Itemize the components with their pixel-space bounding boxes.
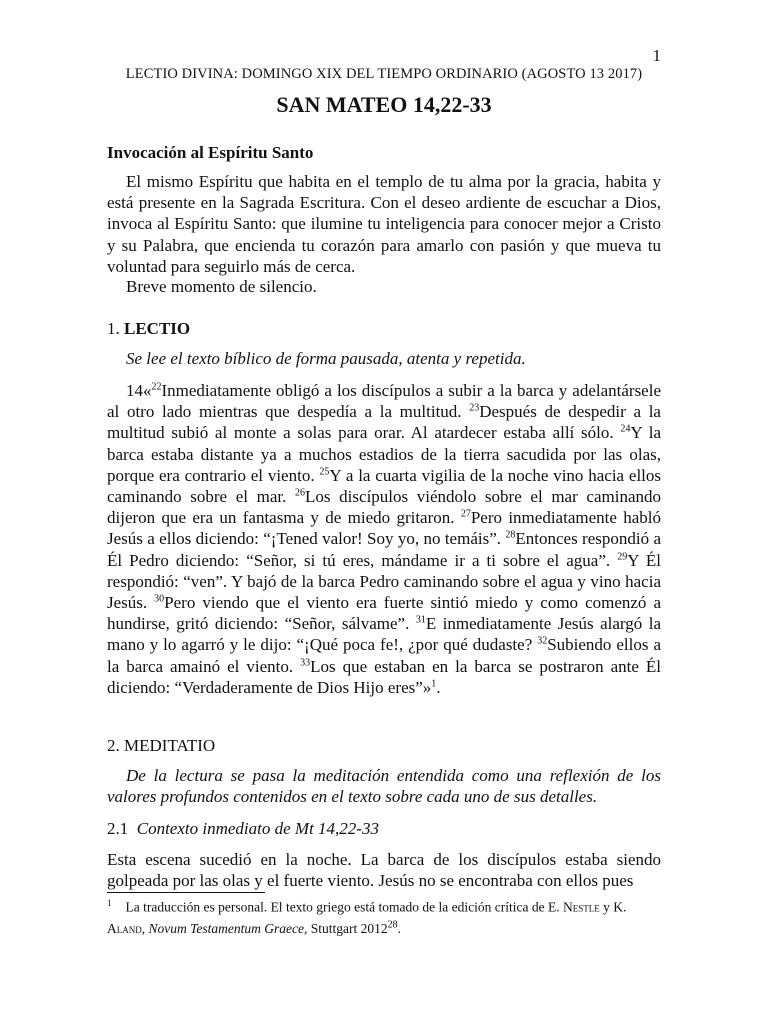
footnote-imprint: , Stuttgart 2012 [303, 920, 388, 936]
verse-number: 31 [415, 614, 426, 626]
meditatio-instruction: De la lectura se pasa la meditación entendida como una reflexión de los valores profundos contenidos en el texto sobre cada uno de sus detalles. [107, 766, 661, 807]
verse-text: E inmediatamente Jesús alargó la mano y lo agarró y le dijo: “¡Qué poca fe!, ¿por qué dudaste? [107, 614, 661, 655]
silence-note: Breve momento de silencio. [126, 277, 317, 296]
verse-text: Y la barca estaba distante ya a muchos estadios de la tierra sacudida por las olas, porque era contrario el viento. [107, 423, 661, 485]
verse-number: 22 [151, 381, 162, 393]
context-paragraph: Esta escena sucedió en la noche. La barca de los discípulos estaba siendo golpeada por las olas y el fuerte viento. Jesús no se encontraba con ellos pues [107, 850, 661, 891]
footnote-book: Novum Testamentum Graece [148, 920, 304, 936]
invocation-paragraph: El mismo Espíritu que habita en el templo de tu alma por la gracia, habita y está presente en la Sagrada Escritura. Con el deseo ardiente de escuchar a Dios, invoca al Espíritu Santo: que ilumine tu inteligencia para conocer mejor a Cristo y su Palabra, que encienda tu corazón para amarlo con pasión y que mueva tu voluntad para seguirlo más de cerca. [107, 172, 661, 276]
footnote-sep: , [141, 920, 149, 936]
passage-end: . [436, 677, 441, 697]
page-number: 1 [652, 46, 661, 65]
lectio-title: LECTIO [124, 319, 191, 338]
subsection-number: 2.1 [107, 819, 129, 838]
verse-number: 26 [295, 487, 306, 499]
chapter-marker: 14« [126, 381, 152, 400]
page-title: SAN MATEO 14,22-33 [276, 92, 492, 117]
invocation-heading: Invocación al Espíritu Santo [107, 143, 314, 162]
lectio-heading [107, 318, 661, 339]
subsection-heading [107, 818, 661, 839]
verse-number: 27 [460, 508, 471, 520]
verse-number: 28 [505, 529, 516, 541]
verse-text: Los discípulos viéndolo sobre el mar caminando dijeron que era un fantasma y de miedo gritaron. [107, 487, 661, 528]
verse-text: Pero inmediatamente habló Jesús a ellos diciendo: “¡Tened valor! Soy yo, no temáis”. [107, 508, 661, 549]
verse-text: Pero viendo que el viento era fuerte sintió miedo y como comenzó a hundirse, gritó diciendo: “Señor, sálvame”. [107, 593, 661, 634]
lectio-instruction: Se lee el texto bíblico de forma pausada, atenta y repetida. [126, 349, 526, 368]
footnote-mark: 1 [107, 898, 112, 908]
running-header: LECTIO DIVINA: DOMINGO XIX DEL TIEMPO ORDINARIO (AGOSTO 13 2017) [125, 66, 643, 82]
footnote [107, 893, 661, 939]
verse-text: Subiendo ellos a la barca amainó el viento. [107, 635, 661, 676]
verse-text: Y a la cuarta vigilia de la noche vino hacia ellos caminando sobre el mar. [107, 465, 662, 507]
footnote-text: La traducción es personal. El texto griego está tomado de la edición crítica de E. [125, 899, 563, 915]
verse-number: 33 [300, 656, 311, 668]
verse-text: Después de despedir a la multitud subió al monte a solas para orar. Al atardecer estaba allí sólo. [107, 402, 661, 443]
footnote-author-1: Nestle [562, 899, 600, 915]
verse-text: Los que estaban en la barca se postraron ante Él diciendo: “Verdaderamente de Dios Hijo eres”» [107, 656, 662, 697]
footnote-conj: y K. [599, 899, 627, 915]
verse-number: 24 [620, 423, 631, 435]
verse-number: 30 [154, 593, 165, 605]
footnote-edition: 28 [387, 919, 398, 930]
verse-number: 29 [617, 550, 628, 562]
meditatio-heading: 2. MEDITATIO [107, 736, 216, 755]
verse-number: 32 [537, 635, 548, 647]
bible-passage [107, 380, 661, 698]
verse-number: 25 [319, 466, 330, 478]
verse-text: Inmediatamente obligó a los discípulos a subir a la barca y adelantársele al otro lado mientras que despedía a la multitud. [107, 381, 661, 422]
footnote-end: . [397, 920, 401, 936]
footnote-author-2: Aland [107, 920, 142, 936]
verse-text: Y Él respondió: “ven”. Y bajó de la barca Pedro caminando sobre el agua y vino hacia Jesús. [107, 550, 661, 613]
verse-number: 23 [469, 402, 480, 414]
verse-text: Entonces respondió a Él Pedro diciendo: “Señor, si tú eres, mándame ir a ti sobre el agua”. [107, 529, 661, 570]
footnote-ref: 1 [431, 678, 437, 690]
subsection-title: Contexto inmediato de Mt 14,22-33 [136, 819, 379, 838]
lectio-number: 1. [107, 319, 120, 338]
